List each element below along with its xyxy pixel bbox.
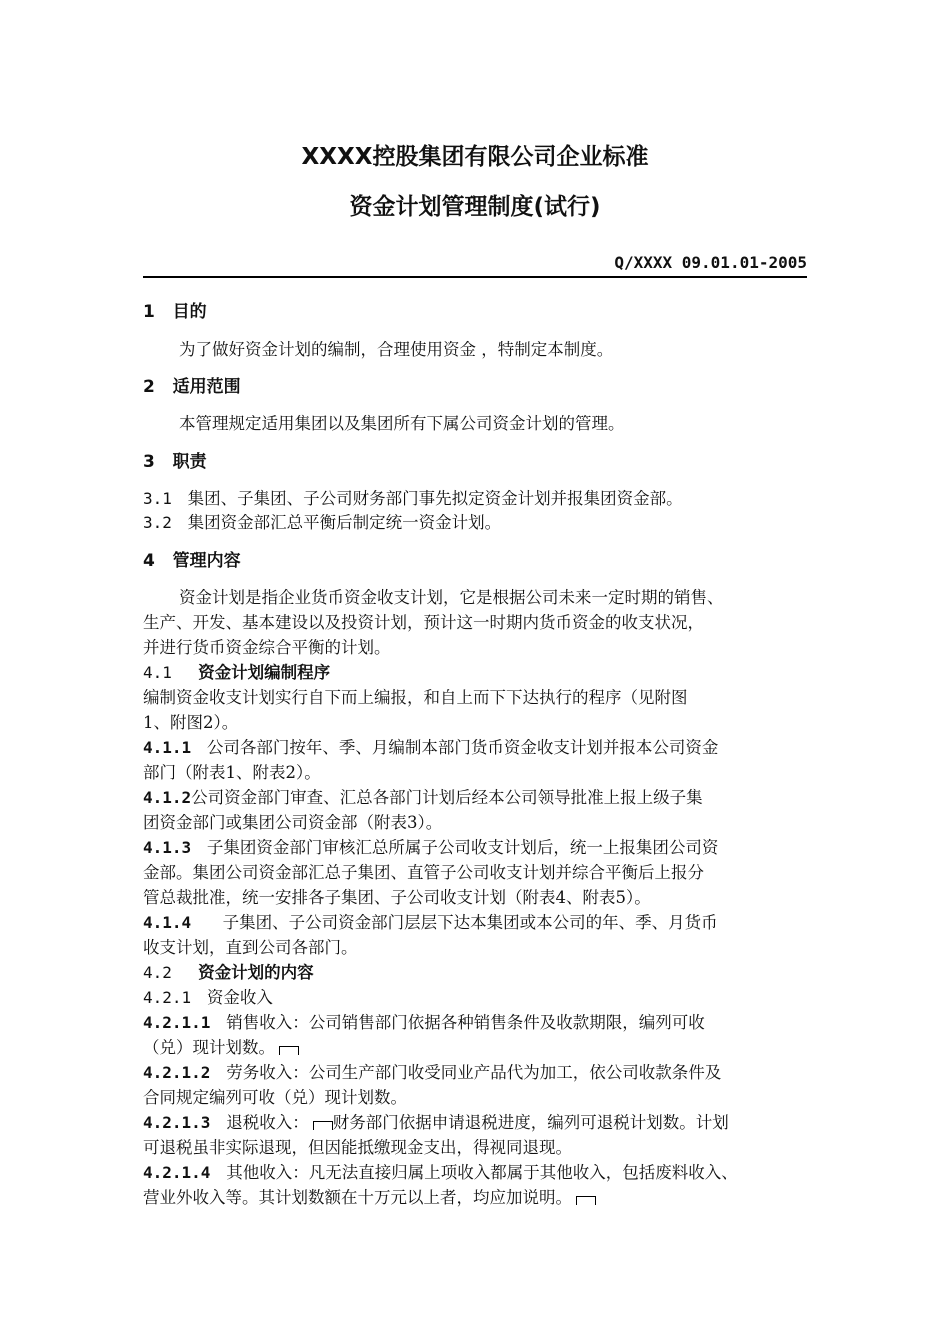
item-4-1-3 xyxy=(143,836,823,860)
item-text: 其他收入：凡无法直接归属上项收入都属于其他收入，包括废料收入、 xyxy=(226,1163,738,1182)
item-text: 子集团、子公司资金部门层层下达本集团或本公司的年、季、月货币 xyxy=(222,913,718,932)
section-number: 4 xyxy=(143,551,155,571)
revision-mark-icon xyxy=(313,1121,333,1130)
section-title: 目的 xyxy=(172,302,207,322)
subsection-title: 资金计划的内容 xyxy=(198,963,314,982)
item-number: 4.1.4 xyxy=(143,913,192,932)
item-number: 3.2 xyxy=(143,513,172,532)
paragraph-line: 可退税虽非实际退现，但因能抵缴现金支出，得视同退现。 xyxy=(143,1138,572,1157)
item-4-1-4 xyxy=(143,911,823,935)
revision-mark-icon xyxy=(576,1196,596,1205)
item-number: 3.1 xyxy=(143,489,172,508)
standard-code: Q/XXXX 09.01.01-2005 xyxy=(614,253,807,272)
item-text: 劳务收入：公司生产部门收受同业产品代为加工，依公司收款条件及 xyxy=(226,1063,722,1082)
item-text: 子集团资金部门审核汇总所属子公司收支计划后，统一上报集团公司资 xyxy=(206,838,719,857)
item-number: 4.2.1.3 xyxy=(143,1113,211,1132)
item-number: 4.2.1.2 xyxy=(143,1063,211,1082)
section-title: 管理内容 xyxy=(172,551,241,571)
paragraph-line: 收支计划，直到公司各部门。 xyxy=(143,938,358,957)
section-2-paragraph: 本管理规定适用集团以及集团所有下属公司资金计划的管理。 xyxy=(179,414,625,433)
item-text: 资金收入 xyxy=(206,988,273,1007)
item-number: 4.1.2 xyxy=(143,788,192,807)
item-3-2 xyxy=(143,511,823,535)
section-1-paragraph: 为了做好资金计划的编制，合理使用资金 ，特制定本制度。 xyxy=(179,340,614,359)
paragraph-line: 团资金部门或集团公司资金部（附表3）。 xyxy=(143,813,443,832)
document-title: XXXX控股集团有限公司企业标准 xyxy=(301,144,649,170)
item-number: 4.1 xyxy=(143,663,172,682)
subsection-4-1-heading xyxy=(143,661,823,685)
section-title: 适用范围 xyxy=(172,377,241,397)
item-number: 4.2.1.4 xyxy=(143,1163,211,1182)
section-4-paragraph-line: 生产、开发、基本建设以及投资计划，预计这一时期内货币资金的收支状况， xyxy=(143,613,704,632)
paragraph-line: 编制资金收支计划实行自下而上编报，和自上而下下达执行的程序（见附图 xyxy=(143,688,688,707)
section-number: 3 xyxy=(143,452,155,472)
paragraph-line: 金部。集团公司资金部汇总子集团、直管子公司收支计划并综合平衡后上报分 xyxy=(143,863,704,882)
item-text: 财务部门依据申请退税进度，编列可退税计划数。计划 xyxy=(332,1113,729,1132)
item-text: 公司各部门按年、季、月编制本部门货币资金收支计划并报本公司资金 xyxy=(206,738,719,757)
section-4-paragraph-line: 并进行货币资金综合平衡的计划。 xyxy=(143,638,391,657)
section-2-heading xyxy=(143,375,823,399)
item-text: （兑）现计划数。 xyxy=(143,1038,275,1057)
section-title: 职责 xyxy=(172,452,207,472)
item-number: 4.2.1.1 xyxy=(143,1013,211,1032)
item-number: 4.2.1 xyxy=(143,988,192,1007)
item-text: 公司资金部门审查、汇总各部门计划后经本公司领导批准上报上级子集 xyxy=(191,788,703,807)
section-4-paragraph-line: 资金计划是指企业货币资金收支计划，它是根据公司未来一定时期的销售、 xyxy=(179,588,724,607)
item-4-1-2 xyxy=(143,786,823,810)
item-4-1-1 xyxy=(143,736,823,760)
item-4-2-1 xyxy=(143,986,823,1010)
section-1-heading xyxy=(143,300,823,324)
item-text: 销售收入：公司销售部门依据各种销售条件及收款期限，编列可收 xyxy=(226,1013,705,1032)
item-number: 4.2 xyxy=(143,963,172,982)
header-rule xyxy=(143,276,807,278)
item-4-2-1-1 xyxy=(143,1011,823,1035)
item-4-2-1-2 xyxy=(143,1061,823,1085)
item-number: 4.1.1 xyxy=(143,738,192,757)
paragraph-line: 管总裁批准，统一安排各子集团、子公司收支计划（附表4、附表5）。 xyxy=(143,888,651,907)
item-3-1 xyxy=(143,487,823,511)
item-number: 4.1.3 xyxy=(143,838,192,857)
paragraph-line: 部门（附表1、附表2）。 xyxy=(143,763,321,782)
section-3-heading xyxy=(143,450,823,474)
paragraph-line xyxy=(143,1186,823,1210)
section-number: 2 xyxy=(143,377,155,397)
item-text: 营业外收入等。其计划数额在十万元以上者，均应加说明。 xyxy=(143,1188,572,1207)
section-number: 1 xyxy=(143,302,155,322)
subsection-4-2-heading xyxy=(143,961,823,985)
section-4-heading xyxy=(143,549,823,573)
item-text: 集团资金部汇总平衡后制定统一资金计划。 xyxy=(187,513,502,532)
paragraph-line: 合同规定编列可收（兑）现计划数。 xyxy=(143,1088,407,1107)
paragraph-line xyxy=(143,1036,823,1060)
item-text: 退税收入： xyxy=(226,1113,309,1132)
item-4-2-1-3 xyxy=(143,1111,823,1135)
item-text: 集团、子集团、子公司财务部门事先拟定资金计划并报集团资金部。 xyxy=(187,489,683,508)
item-4-2-1-4 xyxy=(143,1161,823,1185)
subsection-title: 资金计划编制程序 xyxy=(198,663,331,682)
paragraph-line: 1、附图2）。 xyxy=(143,713,239,732)
document-subtitle: 资金计划管理制度(试行) xyxy=(349,194,601,220)
revision-mark-icon xyxy=(279,1046,299,1055)
